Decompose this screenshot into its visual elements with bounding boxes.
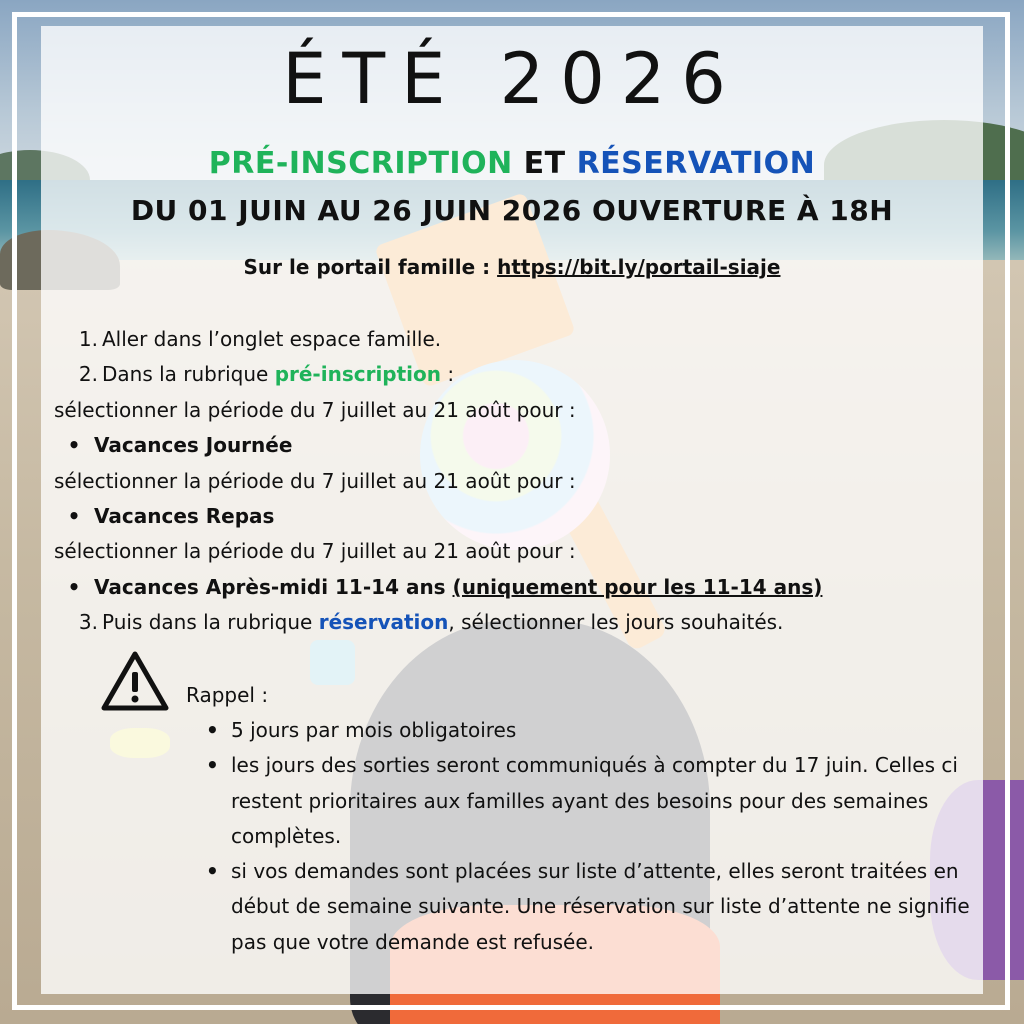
step-3-text: Puis dans la rubrique bbox=[102, 610, 319, 635]
list-item-journee: • Vacances Journée bbox=[67, 433, 293, 458]
subtitle-reservation: RÉSERVATION bbox=[576, 146, 816, 181]
step-2 bbox=[54, 357, 994, 392]
portal-label: Sur le portail famille : bbox=[243, 255, 498, 279]
portal-line bbox=[0, 255, 1024, 279]
step-3-number: 3. bbox=[78, 610, 98, 635]
step-2-text: Dans la rubrique bbox=[102, 362, 275, 387]
subtitle-preinscription: PRÉ-INSCRIPTION bbox=[208, 146, 513, 181]
subtitle-and: ET bbox=[512, 146, 577, 181]
step-2-number: 2. bbox=[78, 362, 98, 387]
reminder-list bbox=[200, 713, 990, 960]
step-3-highlight: réservation bbox=[318, 610, 449, 635]
item-journee: Vacances Journée bbox=[94, 433, 293, 458]
step-1 bbox=[54, 322, 994, 357]
subtitle bbox=[0, 146, 1024, 181]
item-apres-midi-note: (uniquement pour les 11-14 ans) bbox=[452, 574, 823, 599]
step-3 bbox=[54, 605, 994, 640]
portal-link[interactable]: https://bit.ly/portail-siaje bbox=[497, 255, 781, 279]
list-item-repas: • Vacances Repas bbox=[67, 504, 275, 529]
step-3-after: , sélectionner les jours souhaités. bbox=[448, 610, 784, 635]
step-2-highlight: pré-inscription bbox=[274, 362, 442, 387]
reminder-item: • 5 jours par mois obligatoires bbox=[200, 713, 990, 748]
item-apres-midi: Vacances Après-midi 11-14 ans bbox=[94, 574, 453, 599]
item-repas: Vacances Repas bbox=[94, 504, 275, 529]
date-range: DU 01 JUIN AU 26 JUIN 2026 OUVERTURE À 18H bbox=[130, 194, 894, 227]
step-1-text: Aller dans l’onglet espace famille. bbox=[102, 327, 442, 351]
list-item-apres-midi: • Vacances Après-midi 11-14 ans (uniquement pour les 11-14 ans) bbox=[67, 574, 823, 599]
page-title: ÉTÉ 2026 bbox=[282, 38, 742, 120]
step-1-number: 1. bbox=[78, 327, 98, 351]
period-line-1: sélectionner la période du 7 juillet au 21 août pour : bbox=[54, 397, 576, 422]
warning-triangle-icon bbox=[100, 650, 170, 712]
instructions bbox=[54, 322, 994, 641]
period-line-2: sélectionner la période du 7 juillet au 21 août pour : bbox=[54, 468, 576, 493]
step-2-colon: : bbox=[441, 362, 455, 387]
reminder-label: Rappel : bbox=[186, 683, 269, 707]
period-line-3: sélectionner la période du 7 juillet au 21 août pour : bbox=[54, 539, 576, 564]
reminder-item: • les jours des sorties seront communiqués à compter du 17 juin. Celles ci restent prioritaires aux familles ayant des besoins pour des semaines complètes. bbox=[200, 748, 990, 854]
reminder-item: • si vos demandes sont placées sur liste d’attente, elles seront traitées en début de semaine suivante. Une réservation sur liste d’attente ne signifie pas que votre demande est refusée. bbox=[200, 854, 990, 960]
